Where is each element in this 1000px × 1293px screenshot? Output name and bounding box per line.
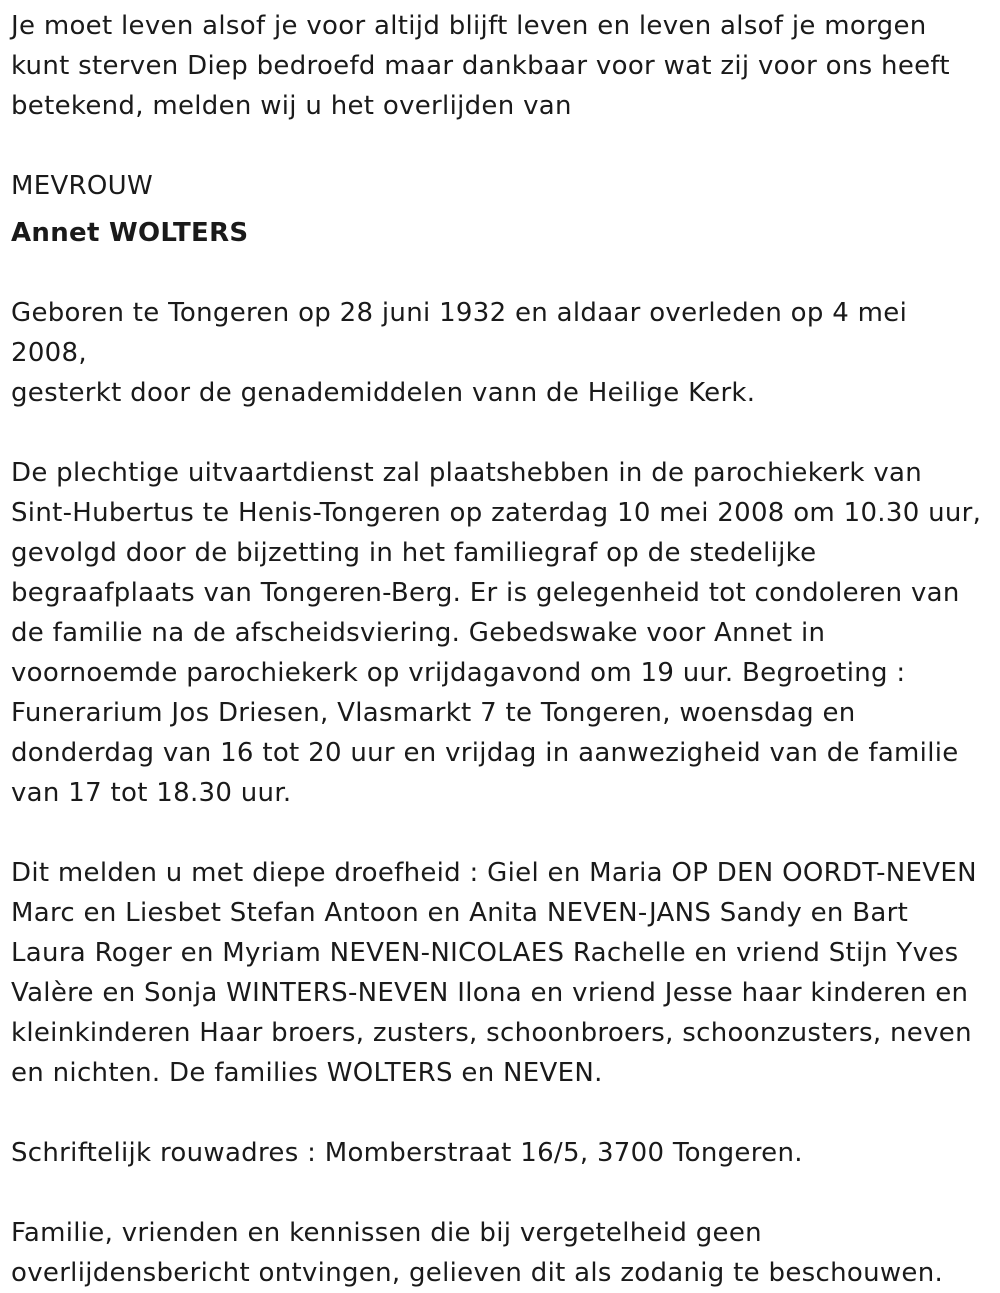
spacer [11,1093,990,1133]
spacer [11,126,990,166]
mourning-address: Schriftelijk rouwadres : Momberstraat 16/5, 3700 Tongeren. [11,1138,803,1168]
deceased-name: Annet WOLTERS [11,218,249,248]
funeral-paragraph: De plechtige uitvaartdienst zal plaatshebben in de parochiekerk van Sint-Hubertus te Henis-Tongeren op zaterdag 10 mei 2008 om 10.30 uur, gevolgd door de bijzetting in het familiegraf op de stedelijke begraafplaats van Tongeren-Berg. Er is gelegenheid tot condoleren van de familie na de afscheidsviering. Gebedswake voor Annet in voornoemde parochiekerk op vrijdagavond om 19 uur. Begroeting : Funerarium Jos Driesen, Vlasmarkt 7 te Tongeren, woensdag en donderdag van 16 tot 20 uur en vrijdag in aanwezigheid van de familie van 17 tot 18.30 uur. [11,458,982,808]
closing-paragraph: Familie, vrienden en kennissen die bij vergetelheid geen overlijdensbericht ontvingen, gelieven dit als zodanig te beschouwen. [11,1218,944,1288]
spacer [11,1173,990,1213]
spacer [11,813,990,853]
spacer [11,413,990,453]
intro-paragraph: Je moet leven alsof je voor altijd blijft leven en leven alsof je morgen kunt sterven Diep bedroefd maar dankbaar voor wat zij voor ons heeft betekend, melden wij u het overlijden van [11,11,950,121]
deceased-title: MEVROUW [11,171,154,201]
birth-death-paragraph: Geboren te Tongeren op 28 juni 1932 en aldaar overleden op 4 mei 2008, gesterkt door de genademiddelen vann de Heilige Kerk. [11,298,908,408]
family-paragraph: Dit melden u met diepe droefheid : Giel en Maria OP DEN OORDT-NEVEN Marc en Liesbet Stefan Antoon en Anita NEVEN-JANS Sandy en Bart Laura Roger en Myriam NEVEN-NICOLAES Rachelle en vriend Stijn Yves Valère en Sonja WINTERS-NEVEN Ilona en vriend Jesse haar kinderen en kleinkinderen Haar broers, zusters, schoonbroers, schoonzusters, neven en nichten. De families WOLTERS en NEVEN. [11,858,977,1088]
spacer [11,253,990,293]
